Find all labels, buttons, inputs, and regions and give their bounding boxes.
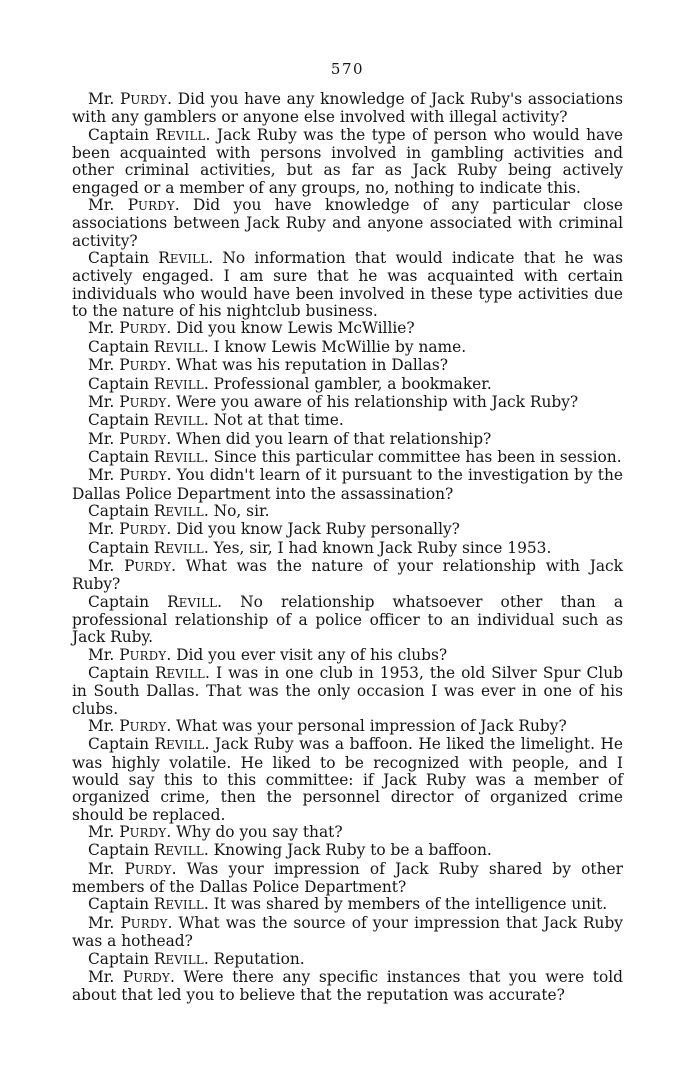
transcript-paragraph bbox=[72, 197, 623, 250]
transcript-paragraph bbox=[72, 250, 623, 320]
speech-text: . What was your personal impression of Jack Ruby? bbox=[166, 717, 567, 736]
speech-text: . Knowing Jack Ruby to be a baffoon. bbox=[203, 841, 492, 860]
speech-text: . I was in one club in 1953, the old Silver Spur Club in South Dallas. That was the only occasion I was ever in one of his clubs. bbox=[72, 664, 623, 718]
speaker-name: PURDY bbox=[119, 429, 167, 448]
speaker-title: Mr. bbox=[88, 556, 125, 575]
transcript bbox=[72, 91, 623, 1005]
transcript-paragraph bbox=[72, 127, 623, 197]
transcript-paragraph bbox=[72, 951, 623, 969]
speaker-title: Mr. bbox=[88, 967, 123, 986]
speech-text: . Did you know Jack Ruby personally? bbox=[166, 520, 460, 539]
transcript-paragraph bbox=[72, 594, 623, 647]
speaker-title: Mr. bbox=[88, 859, 125, 878]
speech-text: . Did you ever visit any of his clubs? bbox=[166, 645, 448, 664]
speech-text: . Professional gambler, a bookmaker. bbox=[203, 374, 492, 393]
speaker-title: Captain bbox=[88, 538, 154, 557]
speaker-title: Mr. bbox=[88, 823, 120, 842]
speaker-name: REVILL bbox=[167, 592, 218, 611]
speech-text: . When did you learn of that relationship? bbox=[166, 429, 492, 448]
speaker-title: Mr. bbox=[88, 913, 121, 932]
transcript-paragraph bbox=[72, 558, 623, 594]
transcript-paragraph bbox=[72, 503, 623, 521]
speaker-name: PURDY bbox=[120, 90, 168, 108]
speaker-title: Captain bbox=[88, 411, 154, 430]
speaker-title: Captain bbox=[88, 501, 154, 520]
speaker-name: REVILL bbox=[153, 895, 204, 914]
speaker-title: Captain bbox=[88, 374, 154, 393]
speaker-name: REVILL bbox=[153, 374, 204, 393]
speech-text: . Jack Ruby was a baffoon. He liked the limelight. He was highly volatile. He liked to be recognized with people, and I would say this to this committee: if Jack Ruby was a member of organized crime, then the personnel director of organized crime should be replaced. bbox=[72, 735, 623, 824]
transcript-paragraph bbox=[72, 467, 623, 503]
transcript-paragraph bbox=[72, 736, 623, 824]
speech-text: . Not at that time. bbox=[203, 411, 344, 430]
page-number: 570 bbox=[330, 60, 365, 78]
speech-text: . Since this particular committee has been in session. bbox=[203, 447, 622, 466]
speech-text: . Jack Ruby was the type of person who would have been acquainted with persons involved in gambling activities and other criminal activities, but as far as Jack Ruby being actively engaged or a member of any groups, no, nothing to indicate this. bbox=[72, 125, 623, 197]
transcript-paragraph bbox=[72, 431, 623, 449]
speaker-title: Captain bbox=[88, 841, 154, 860]
speaker-title: Captain bbox=[88, 735, 155, 754]
speech-text: . No, sir. bbox=[203, 501, 270, 520]
speech-text: . I know Lewis McWillie by name. bbox=[203, 337, 467, 356]
speaker-title: Mr. bbox=[88, 466, 120, 485]
speaker-name: PURDY bbox=[119, 319, 167, 338]
speaker-name: REVILL bbox=[153, 447, 204, 466]
transcript-paragraph bbox=[72, 521, 623, 539]
transcript-paragraph bbox=[72, 665, 623, 718]
speech-text: . It was shared by members of the intelligence unit. bbox=[203, 895, 608, 914]
transcript-paragraph bbox=[72, 824, 623, 842]
transcript-paragraph bbox=[72, 540, 623, 558]
speaker-name: REVILL bbox=[154, 735, 205, 754]
speaker-title: Captain bbox=[88, 249, 159, 268]
speech-text: . Did you have any knowledge of Jack Ruby's associations with any gamblers or anyone else involved with illegal activity? bbox=[72, 90, 623, 127]
speaker-title: Mr. bbox=[88, 645, 120, 664]
transcript-paragraph bbox=[72, 647, 623, 665]
speaker-name: REVILL bbox=[153, 337, 204, 356]
speaker-name: REVILL bbox=[153, 841, 204, 860]
speaker-name: REVILL bbox=[153, 538, 204, 557]
speaker-name: PURDY bbox=[124, 556, 172, 575]
speaker-name: REVILL bbox=[155, 125, 206, 144]
speaker-name: REVILL bbox=[153, 501, 204, 520]
speech-text: . Did you have knowledge of any particular close associations between Jack Ruby and anyone associated with criminal activity? bbox=[72, 196, 624, 250]
speaker-title: Mr. bbox=[88, 196, 128, 215]
transcript-paragraph bbox=[72, 896, 623, 914]
speaker-name: REVILL bbox=[155, 664, 206, 682]
transcript-paragraph bbox=[72, 376, 623, 394]
speaker-title: Captain bbox=[88, 125, 156, 144]
transcript-paragraph bbox=[72, 915, 623, 951]
speaker-title: Captain bbox=[88, 949, 154, 968]
transcript-paragraph bbox=[72, 842, 623, 860]
transcript-paragraph bbox=[72, 969, 623, 1005]
speaker-name: PURDY bbox=[119, 520, 167, 539]
speaker-name: PURDY bbox=[119, 392, 167, 411]
speaker-title: Captain bbox=[88, 337, 154, 356]
speech-text: . What was his reputation in Dallas? bbox=[166, 356, 449, 375]
speaker-title: Captain bbox=[88, 664, 156, 682]
speaker-name: REVILL bbox=[158, 249, 209, 268]
transcript-paragraph bbox=[72, 357, 623, 375]
speech-text: . What was the nature of your relationship with Jack Ruby? bbox=[72, 556, 623, 594]
speech-text: . Did you know Lewis McWillie? bbox=[166, 319, 415, 338]
transcript-paragraph bbox=[72, 339, 623, 357]
transcript-paragraph bbox=[72, 449, 623, 467]
speaker-name: PURDY bbox=[119, 717, 167, 736]
speaker-title: Mr. bbox=[88, 90, 121, 108]
speaker-title: Captain bbox=[88, 447, 154, 466]
speaker-name: PURDY bbox=[119, 823, 167, 842]
speech-text: . No relationship whatsoever other than a professional relationship of a police officer to an individual such as Jack Ruby. bbox=[72, 592, 623, 647]
speech-text: . Reputation. bbox=[203, 949, 305, 968]
speaker-title: Mr. bbox=[88, 520, 120, 539]
transcript-paragraph bbox=[72, 718, 623, 736]
transcript-paragraph bbox=[72, 91, 623, 127]
speaker-name: PURDY bbox=[127, 196, 175, 215]
speaker-title: Captain bbox=[88, 592, 168, 611]
transcript-paragraph bbox=[72, 394, 623, 412]
speaker-name: PURDY bbox=[119, 356, 167, 375]
speaker-title: Mr. bbox=[88, 429, 120, 448]
speaker-name: PURDY bbox=[120, 913, 168, 932]
speech-text: . No information that would indicate that he was actively engaged. I am sure that he was acquainted with certain individuals who would have been involved in these type activities due to the nature of his nightclub business. bbox=[72, 249, 623, 321]
speaker-title: Mr. bbox=[88, 319, 120, 338]
speaker-name: PURDY bbox=[122, 967, 171, 986]
speech-text: . Yes, sir, I had known Jack Ruby since 1953. bbox=[203, 538, 552, 557]
speech-text: . Was your impression of Jack Ruby shared by other members of the Dallas Police Department? bbox=[72, 859, 623, 897]
speaker-name: PURDY bbox=[119, 645, 167, 664]
speech-text: . Why do you say that? bbox=[166, 823, 343, 842]
speaker-name: REVILL bbox=[153, 949, 204, 968]
transcript-paragraph bbox=[72, 861, 623, 897]
speaker-name: REVILL bbox=[153, 411, 204, 430]
speech-text: . What was the source of your impression that Jack Ruby was a hothead? bbox=[72, 913, 623, 951]
speaker-name: PURDY bbox=[119, 466, 167, 485]
speech-text: . You didn't learn of it pursuant to the investigation by the Dallas Police Department into the assassination? bbox=[72, 466, 623, 503]
transcript-paragraph bbox=[72, 412, 623, 430]
transcript-paragraph bbox=[72, 320, 623, 338]
speaker-name: PURDY bbox=[124, 859, 172, 878]
speaker-title: Mr. bbox=[88, 392, 120, 411]
speaker-title: Mr. bbox=[88, 717, 120, 736]
speech-text: . Were you aware of his relationship with Jack Ruby? bbox=[166, 392, 579, 411]
speaker-title: Mr. bbox=[88, 356, 120, 375]
speech-text: . Were there any specific instances that you were told about that led you to believe that the reputation was accurate? bbox=[72, 967, 623, 1005]
speaker-title: Captain bbox=[88, 895, 154, 914]
